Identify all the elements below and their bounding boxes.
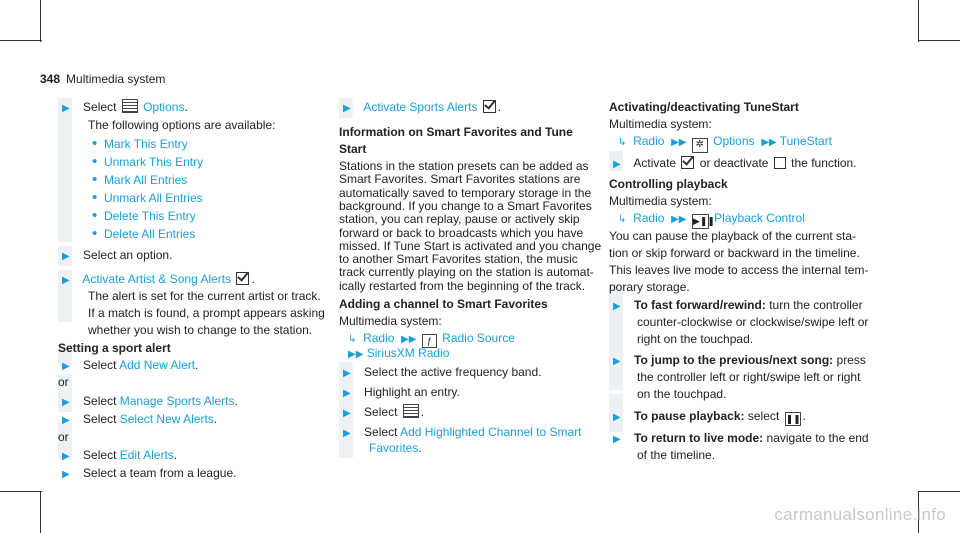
- crop-mark: [0, 491, 42, 492]
- step-arrow-icon: ▶: [613, 159, 621, 170]
- step: ▶ Highlight an entry.: [343, 385, 460, 399]
- text: or: [58, 375, 69, 389]
- step-arrow-icon: ▶: [613, 412, 621, 423]
- text: track currently playing on the station is automat-: [339, 265, 594, 280]
- radio-source-icon: ƒ: [422, 334, 437, 348]
- text: Select a team from a league.: [83, 466, 237, 480]
- option-item: • Delete This Entry: [92, 207, 196, 224]
- text: counter-clockwise or clockwise/swipe left or: [637, 315, 869, 329]
- step-activate-alerts: ▶ Activate Artist & Song Alerts .: [62, 272, 255, 286]
- step: ▶ Select Edit Alerts.: [62, 448, 178, 462]
- step-continued: Favorites.: [369, 441, 422, 455]
- step: [613, 352, 866, 370]
- text: Select: [83, 100, 117, 114]
- checkbox-checked-icon: [483, 100, 496, 113]
- crop-mark: [918, 491, 960, 492]
- text: The following options are available:: [88, 118, 276, 132]
- text: to another Smart Favorites station, the music: [339, 252, 578, 267]
- step-arrow-icon: ▶: [343, 428, 351, 439]
- radio-source-link[interactable]: Radio Source: [442, 331, 515, 345]
- text: This leaves live mode to access the internal tem-: [609, 263, 869, 277]
- chevron-right-icon: ▶▶: [671, 214, 687, 225]
- text: right on the touchpad.: [637, 332, 754, 346]
- section-heading: Activating/deactivating TuneStart: [609, 100, 799, 114]
- step-arrow-icon: ▶: [62, 415, 70, 426]
- step-arrow-icon: ▶: [62, 103, 70, 114]
- text: Smart Favorites. Smart Favorites stations are: [339, 172, 581, 187]
- text: station, you can replay, pause or actively skip: [339, 212, 580, 227]
- text: tion or skip forward or backward in the timeline.: [609, 246, 860, 260]
- text: To fast forward/rewind:: [634, 298, 766, 312]
- text: If a match is found, a prompt appears asking: [88, 306, 325, 320]
- option-item: • Mark All Entries: [92, 171, 188, 188]
- step-bar: [609, 370, 623, 390]
- play-pause-icon: ▶❚❚: [692, 214, 709, 229]
- step-arrow-icon: ▶: [343, 388, 351, 399]
- section-heading: Setting a sport alert: [58, 341, 171, 355]
- add-highlighted-channel-link[interactable]: Add Highlighted Channel to Smart: [400, 425, 582, 439]
- text: ically restarted from the beginning of the track.: [339, 278, 586, 293]
- watermark: carmanualsonline.info: [774, 505, 946, 524]
- section-heading: Start: [339, 142, 367, 156]
- menu-list-icon: [403, 404, 419, 418]
- option-label[interactable]: Delete All Entries: [103, 227, 196, 241]
- favorites-link[interactable]: Favorites: [369, 441, 419, 455]
- option-item: • Unmark All Entries: [92, 189, 203, 206]
- text: select: [747, 409, 780, 423]
- step-arrow-icon: ▶: [62, 251, 70, 262]
- text: turn the controller: [769, 298, 863, 312]
- crop-mark: [918, 40, 960, 41]
- chevron-right-icon: ▶▶: [348, 349, 364, 360]
- text: To pause playback:: [634, 409, 745, 423]
- step-arrow-icon: ▶: [62, 469, 70, 480]
- page-title: Multimedia system: [66, 72, 166, 86]
- option-item: • Mark This Entry: [92, 135, 188, 152]
- step-arrow-icon: ▶: [613, 301, 621, 312]
- text: whether you wish to change to the station.: [88, 323, 313, 337]
- step: ▶ Select .: [343, 405, 425, 419]
- text: the function.: [791, 156, 857, 170]
- add-new-alert-link[interactable]: Add New Alert: [119, 358, 196, 372]
- option-label[interactable]: Unmark All Entries: [103, 191, 203, 205]
- siriusxm-radio-link[interactable]: SiriusXM Radio: [366, 346, 450, 360]
- radio-link[interactable]: Radio: [633, 211, 665, 225]
- text: Select an option.: [83, 248, 173, 262]
- nav-path: [618, 210, 805, 229]
- text: To return to live mode:: [634, 431, 764, 445]
- step: [613, 430, 869, 448]
- option-label[interactable]: Delete This Entry: [103, 209, 196, 223]
- text: Select: [83, 394, 117, 408]
- section-heading: Controlling playback: [609, 177, 728, 191]
- text: press: [836, 353, 866, 367]
- option-label[interactable]: Mark This Entry: [103, 137, 188, 151]
- return-arrow-icon: ↳: [618, 214, 627, 225]
- page-header: [40, 72, 165, 86]
- step: ▶ Select the active frequency band.: [343, 365, 542, 379]
- step: ▶ Select Select New Alerts.: [62, 412, 218, 426]
- options-link[interactable]: Options: [713, 134, 755, 148]
- step: [62, 247, 172, 265]
- option-label[interactable]: Unmark This Entry: [103, 155, 204, 169]
- text: or: [58, 430, 69, 444]
- option-label[interactable]: Mark All Entries: [103, 173, 188, 187]
- text: missed. If Tune Start is activated and you change: [339, 238, 602, 253]
- page-number: 348: [40, 72, 61, 86]
- select-new-alerts-link[interactable]: Select New Alerts: [119, 412, 214, 426]
- step-bar: [58, 98, 72, 242]
- text: The alert is set for the current artist or track.: [88, 289, 321, 303]
- step-arrow-icon: ▶: [613, 434, 621, 445]
- chevron-right-icon: ▶▶: [761, 137, 777, 148]
- step: ▶ To pause playback: select ❚❚ .: [613, 409, 806, 424]
- return-arrow-icon: ↳: [348, 334, 357, 345]
- text: Select: [83, 448, 117, 462]
- step-arrow-icon: ▶: [62, 397, 70, 408]
- text: Activate: [633, 156, 677, 170]
- edit-alerts-link[interactable]: Edit Alerts: [119, 448, 174, 462]
- step: ▶ Activate Sports Alerts .: [343, 100, 502, 114]
- text: forward or back to broadcasts which you have: [339, 225, 584, 240]
- step: ▶ Select Add Highlighted Channel to Smart: [343, 425, 582, 439]
- text: Stations in the station presets can be added as: [339, 159, 589, 173]
- text: on the touchpad.: [637, 387, 727, 401]
- text: You can pause the playback of the current sta-: [609, 229, 857, 243]
- tunestart-link[interactable]: TuneStart: [779, 134, 832, 148]
- step-arrow-icon: ▶: [343, 368, 351, 379]
- step-arrow-icon: ▶: [62, 451, 70, 462]
- text: To jump to the previous/next song:: [634, 353, 834, 367]
- crop-mark: [0, 40, 42, 41]
- text: Select: [83, 358, 117, 372]
- checkbox-checked-icon: [681, 156, 694, 169]
- step-arrow-icon: ▶: [62, 361, 70, 372]
- text: background. If you change to a Smart Favorites: [339, 198, 592, 213]
- menu-list-icon: [122, 99, 138, 113]
- radio-link[interactable]: Radio: [363, 331, 395, 345]
- step: [613, 155, 857, 173]
- option-item: • Unmark This Entry: [92, 153, 204, 170]
- step-select-options: ▶ Select Options.: [62, 100, 188, 114]
- crop-mark: [40, 491, 41, 533]
- section-heading: Information on Smart Favorites and Tune: [339, 125, 573, 139]
- text: Multimedia system:: [609, 194, 712, 208]
- crop-mark: [918, 0, 919, 42]
- nav-path: [348, 345, 449, 363]
- manage-sports-alerts-link[interactable]: Manage Sports Alerts: [119, 394, 235, 408]
- step: [613, 297, 863, 315]
- activate-artist-alerts-link[interactable]: Activate Artist & Song Alerts: [82, 272, 232, 286]
- gear-icon: ✲: [692, 138, 708, 153]
- options-link[interactable]: Options: [143, 100, 185, 114]
- chevron-right-icon: ▶▶: [671, 137, 687, 148]
- step-arrow-icon: ▶: [613, 356, 621, 367]
- nav-path: [618, 133, 832, 153]
- step-arrow-icon: ▶: [343, 103, 351, 114]
- text: navigate to the end: [766, 431, 869, 445]
- text: automatically saved to temporary storage in the: [339, 185, 592, 200]
- radio-link[interactable]: Radio: [633, 134, 665, 148]
- pause-icon: ❚❚: [785, 414, 801, 424]
- step: ▶ Select Manage Sports Alerts.: [62, 394, 238, 408]
- text: of the timeline.: [637, 448, 716, 462]
- text: porary storage.: [609, 280, 690, 294]
- crop-mark: [40, 0, 41, 42]
- step: ▶ Select Add New Alert.: [62, 358, 199, 372]
- option-item: • Delete All Entries: [92, 225, 196, 242]
- text: or deactivate: [699, 156, 769, 170]
- step-arrow-icon: ▶: [343, 408, 351, 419]
- text: the controller left or right/swipe left or right: [637, 370, 861, 384]
- return-arrow-icon: ↳: [618, 137, 627, 148]
- text: Multimedia system:: [609, 117, 712, 131]
- checkbox-empty-icon: [774, 157, 786, 169]
- playback-control-link[interactable]: Playback Control: [714, 211, 805, 225]
- step: [62, 465, 236, 483]
- section-heading: Adding a channel to Smart Favorites: [339, 297, 548, 311]
- step-arrow-icon: ▶: [62, 275, 70, 286]
- checkbox-checked-icon: [236, 272, 249, 285]
- chevron-right-icon: ▶▶: [401, 334, 417, 345]
- text: Select: [83, 412, 117, 426]
- activate-sports-alerts-link[interactable]: Activate Sports Alerts: [363, 100, 478, 114]
- text: Multimedia system:: [339, 314, 442, 328]
